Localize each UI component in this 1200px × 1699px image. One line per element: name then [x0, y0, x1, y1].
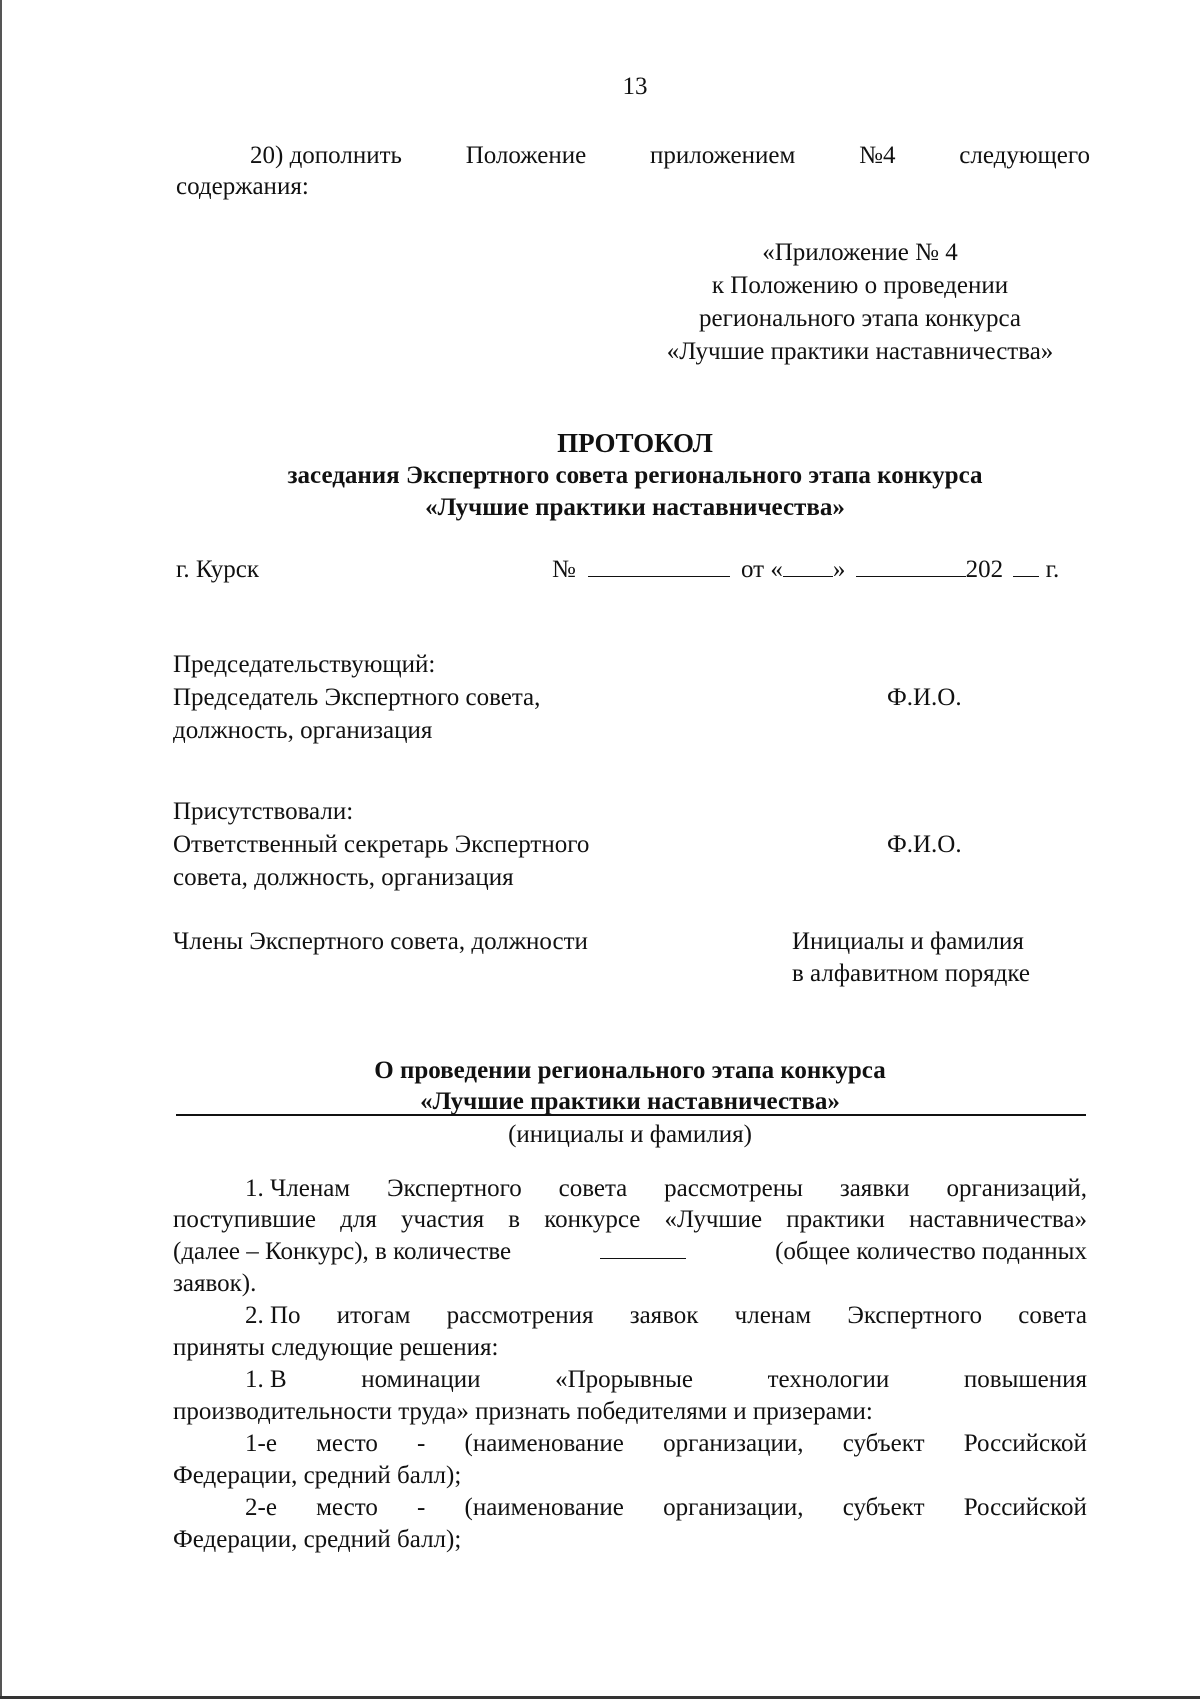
- chair-role-line-1: Председатель Экспертного совета,: [173, 684, 541, 711]
- body-word: участия: [401, 1206, 485, 1233]
- body-word: поступившие: [173, 1206, 316, 1233]
- date-from-label: от «: [741, 556, 783, 583]
- body-word: номинации: [361, 1366, 481, 1393]
- body-p1-line-3: [173, 1235, 1087, 1268]
- body-word: Экспертного: [847, 1302, 983, 1329]
- body-word: организации,: [663, 1494, 804, 1521]
- body-p1-line-3-a: (далее – Конкурс), в количестве: [173, 1238, 512, 1265]
- body-word: 1. В: [245, 1366, 287, 1393]
- intro-word: Положение: [465, 142, 587, 169]
- body-word: членам: [734, 1302, 812, 1329]
- body-word: технологии: [767, 1366, 890, 1393]
- body-p3-line-1: [245, 1363, 1087, 1396]
- agenda-line-1: О проведении регионального этапа конкурса: [374, 1057, 886, 1084]
- appendix-line-1: «Приложение № 4: [762, 239, 958, 266]
- present-role-line-2: совета, должность, организация: [173, 864, 514, 891]
- agenda-line-2: «Лучшие практики наставничества»: [420, 1088, 840, 1115]
- protocol-subtitle-1: заседания Экспертного совета регионального этапа конкурса: [287, 462, 983, 489]
- body-word: «Лучшие: [664, 1206, 763, 1233]
- appendix-header: [620, 236, 1100, 368]
- appendix-line-2: к Положению о проведении: [711, 272, 1009, 299]
- present-heading: Присутствовали:: [173, 798, 354, 825]
- body-word: заявок: [629, 1302, 699, 1329]
- number-label: №: [552, 556, 576, 583]
- body-p1-line-2: [173, 1203, 1087, 1236]
- appendix-line-4: «Лучшие практики наставничества»: [666, 338, 1054, 365]
- body-p4-line-2: Федерации, средний балл);: [173, 1462, 462, 1489]
- date-quote-close: »: [832, 556, 846, 583]
- body-word: 1-е: [245, 1430, 277, 1457]
- city-label: г. Курск: [176, 556, 259, 583]
- body-word: субъект: [842, 1430, 925, 1457]
- members-label: Члены Экспертного совета, должности: [173, 928, 588, 955]
- intro-line-1: [250, 139, 1090, 172]
- body-word: место: [316, 1494, 378, 1521]
- body-word: (наименование: [464, 1494, 624, 1521]
- chair-role-line-2: должность, организация: [173, 717, 433, 744]
- body-p2-line-1: [245, 1299, 1087, 1332]
- body-word: совета: [1018, 1302, 1087, 1329]
- body-p1-line-3-b: (общее количество поданных: [775, 1238, 1087, 1265]
- body-word: рассмотрены: [664, 1175, 803, 1202]
- body-word: -: [417, 1430, 426, 1457]
- body-p5-line-1: [245, 1491, 1087, 1524]
- body-p1-line-4: заявок).: [173, 1270, 257, 1297]
- body-word: Российской: [963, 1494, 1087, 1521]
- body-word: конкурсе: [544, 1206, 641, 1233]
- agenda-underline: [176, 1114, 1086, 1116]
- intro-word: №4: [859, 142, 896, 169]
- body-p3-line-2: производительности труда» признать победителями и призерами:: [173, 1398, 873, 1425]
- body-word: (наименование: [464, 1430, 624, 1457]
- body-word: организаций,: [946, 1175, 1087, 1202]
- members-name-line-1: Инициалы и фамилия: [792, 928, 1024, 955]
- protocol-number-field: [552, 553, 730, 586]
- protocol-subtitle-2: «Лучшие практики наставничества»: [425, 494, 845, 521]
- protocol-title: ПРОТОКОЛ: [557, 428, 713, 458]
- year-blank: [1013, 554, 1039, 577]
- appendix-line-3: регионального этапа конкурса: [698, 305, 1022, 332]
- body-word: организации,: [663, 1430, 804, 1457]
- body-p5-line-2: Федерации, средний балл);: [173, 1526, 462, 1553]
- intro-word: 20) дополнить: [250, 142, 402, 169]
- body-word: Российской: [963, 1430, 1087, 1457]
- agenda-caption: (инициалы и фамилия): [508, 1121, 752, 1148]
- body-word: Экспертного: [387, 1175, 522, 1202]
- body-word: заявки: [839, 1175, 910, 1202]
- intro-word: приложением: [649, 142, 796, 169]
- year-suffix: г.: [1045, 556, 1060, 583]
- page-number: 13: [622, 73, 648, 100]
- number-blank: [588, 554, 730, 577]
- protocol-date-field: [741, 553, 1059, 586]
- scan-left-edge: [0, 0, 2, 1699]
- day-blank: [783, 554, 833, 577]
- body-word: в: [508, 1206, 521, 1233]
- present-role-line-1: Ответственный секретарь Экспертного: [173, 831, 590, 858]
- body-word: совета: [558, 1175, 628, 1202]
- body-p1-line-1: [245, 1172, 1087, 1205]
- body-word: практики: [786, 1206, 885, 1233]
- chair-name: Ф.И.О.: [887, 684, 962, 711]
- body-word: 2-е: [245, 1494, 277, 1521]
- month-blank: [856, 554, 966, 577]
- year-prefix: 202: [965, 556, 1004, 583]
- body-word: повышения: [963, 1366, 1087, 1393]
- members-name-line-2: в алфавитном порядке: [792, 960, 1030, 987]
- body-word: рассмотрения: [446, 1302, 594, 1329]
- intro-word: следующего: [959, 142, 1090, 169]
- present-name: Ф.И.О.: [887, 831, 962, 858]
- intro-line-2: содержания:: [176, 173, 309, 200]
- body-word: место: [316, 1430, 378, 1457]
- body-p2-line-2: приняты следующие решения:: [173, 1334, 499, 1361]
- body-word: -: [417, 1494, 426, 1521]
- body-word: итогам: [336, 1302, 411, 1329]
- body-word: субъект: [842, 1494, 925, 1521]
- body-word: для: [340, 1206, 377, 1233]
- body-word: 2. По: [245, 1302, 301, 1329]
- body-word: 1. Членам: [245, 1175, 351, 1202]
- body-word: наставничества»: [909, 1206, 1087, 1233]
- application-count-blank: [600, 1236, 686, 1259]
- body-word: «Прорывные: [555, 1366, 693, 1393]
- body-p4-line-1: [245, 1427, 1087, 1460]
- chair-heading: Председательствующий:: [173, 651, 436, 678]
